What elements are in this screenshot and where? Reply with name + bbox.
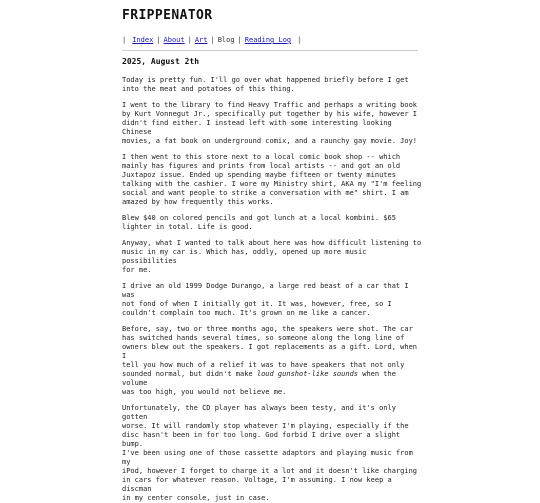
page-container: [122, 0, 422, 503]
site-title: FRIPPENATOR: [122, 8, 213, 23]
nav-open-bar: |: [122, 36, 127, 44]
paragraph-2: I went to the library to find Heavy Traffic and perhaps a writing book by Kurt Vonnegut Jr., specifically put together by his wife, however I didn't find either. I instead left with some interesting looking Chinese movies, a fat book on underground comix, and a raunchy gay movie. Joy!: [122, 101, 418, 145]
nav-link-index[interactable]: Index: [132, 36, 154, 44]
paragraph-7-before: Before, say, two or three months ago, the speakers were shot. The car has switched hands several times, so someone along the long line of owners blew out the speakers. I got replacements as a gift. Lord, when I tell you how much of a relief it was to have speakers that not only sounded normal, but didn't make: [122, 325, 418, 378]
paragraph-6: I drive an old 1999 Dodge Durango, a large red beast of a car that I was not fond of when I initially got it. It was, however, free, so I couldn't complain too much. It's grown on me like a cancer.: [122, 282, 409, 317]
nav-current-blog: Blog: [217, 36, 235, 44]
paragraph-3: I then went to this store next to a local comic book shop -- which mainly has figures and prints from local artists -- and got an old Juxtapoz issue. Ended up spending maybe fifteen or twenty minutes talking with the cashier. I wore my Ministry shirt, AKA my "I'm feeling social and want people to strike a conversation with me" shirt. I am amazed by how frequently this works.: [122, 153, 422, 206]
post-date: 2025, August 2th: [122, 57, 200, 66]
paragraph-7: [122, 325, 422, 397]
top-nav: | Index | About | Art | Blog | Reading Log |: [122, 36, 302, 44]
post-content: [122, 76, 422, 503]
paragraph-5: Anyway, what I wanted to talk about here was how difficult listening to music in my car is. Which has, oddly, opened up more music possibilities for me.: [122, 239, 422, 274]
paragraph-4: Blew $40 on colored pencils and got lunch at a local kombini. $65 lighter in total. Life is good.: [122, 214, 396, 231]
nav-link-art[interactable]: Art: [194, 36, 208, 44]
paragraph-1: Today is pretty fun. I'll go over what happened briefly before I get into the meat and potatoes of this thing.: [122, 76, 409, 93]
paragraph-8: Unfortunately, the CD player has always been testy, and it's only gotten worse. It will randomly stop whatever I'm playing, especially if the disc hasn't been in for too long. God forbid I drive over a slight bump. I've been using one of those cassette adaptors and playing music from my iPod, however I forget to charge it a lot and it doesn't like charging in cars for whatever reason. Voltage, I'm assuming. I now keep a discman in my center console, just in case.: [122, 404, 418, 502]
nav-close-bar: |: [297, 36, 302, 44]
nav-divider: [122, 50, 418, 51]
paragraph-7-after: when the volume was too high, you would not believe me.: [122, 370, 396, 396]
nav-link-about[interactable]: About: [163, 36, 185, 44]
nav-link-reading-log[interactable]: Reading Log: [244, 36, 292, 44]
paragraph-7-emphasis: loud gunshot-like sounds: [256, 370, 359, 378]
